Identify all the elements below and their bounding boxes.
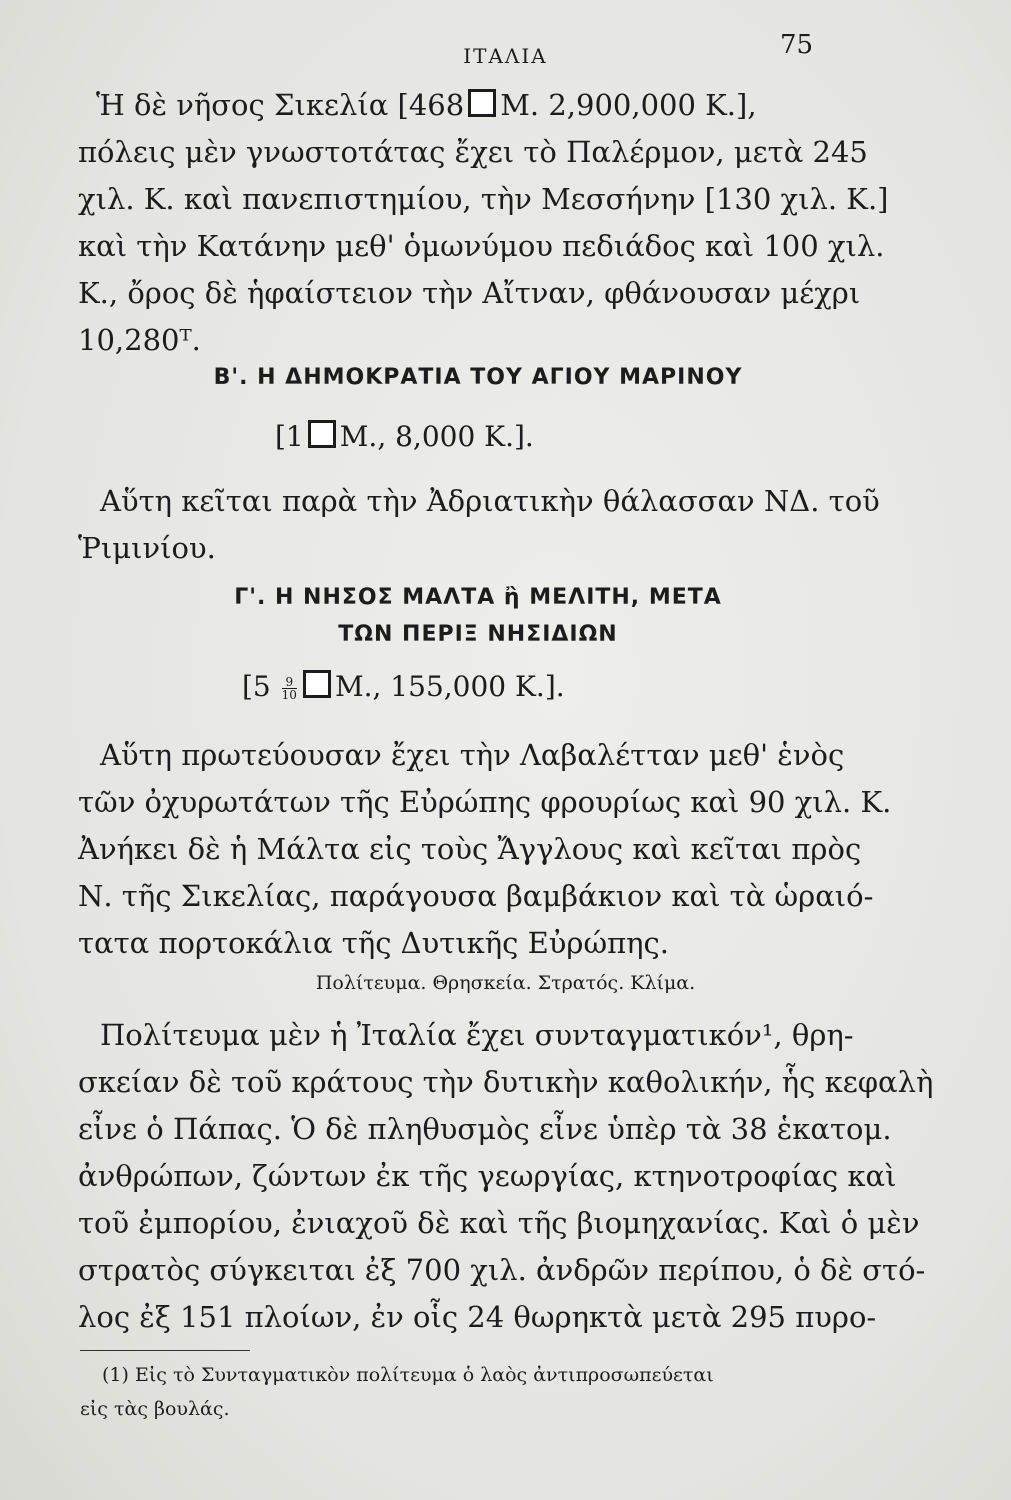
text-line: Ἀνήκει δὲ ἡ Μάλτα εἰς τοὺς Ἄγγλους καὶ κεῖται πρὸς [78, 832, 862, 866]
text-line: 10,280ᵀ. [78, 323, 201, 357]
malta-paragraph [78, 732, 892, 967]
text-line [78, 82, 878, 129]
text-line: Πολίτευμα μὲν ἡ Ἰταλία ἔχει συνταγματικόν¹, θρη- [100, 1018, 854, 1052]
area-line-san-marino [275, 420, 534, 453]
text-line: σκείαν δὲ τοῦ κράτους τὴν δυτικὴν καθολικήν, ἧς κεφαλὴ [78, 1065, 934, 1099]
text-line: Αὕτη κεῖται παρὰ τὴν Ἀδριατικὴν θάλασσαν ΝΔ. τοῦ [100, 484, 880, 518]
text-line: χιλ. Κ. καὶ πανεπιστημίου, τὴν Μεσσήνην [130 χιλ. Κ.] [78, 182, 889, 216]
subsection-heading: Πολίτευμα. Θρησκεία. Στρατός. Κλίμα. [315, 972, 696, 994]
text-line: τατα πορτοκάλια τῆς Δυτικῆς Εὐρώπης. [78, 926, 670, 960]
running-header: ΙΤΑΛΙΑ [463, 44, 548, 68]
text-line: πόλεις μὲν γνωστοτάτας ἔχει τὸ Παλέρμον, μετὰ 245 [78, 135, 868, 169]
square-symbol-icon [303, 670, 331, 698]
footnote-line: (1) Εἰς τὸ Συνταγματικὸν πολίτευμα ὁ λαὸς ἀντιπροσωπεύεται [102, 1364, 714, 1386]
area-suffix: Μ., 8,000 Κ.]. [339, 420, 534, 453]
area-prefix: [1 [275, 420, 304, 453]
text-line: εἶνε ὁ Πάπας. Ὁ δὲ πληθυσμὸς εἶνε ὑπὲρ τὰ 38 ἑκατομ. [78, 1112, 892, 1146]
fraction-numerator: 9 [282, 676, 297, 689]
page-number: 75 [780, 30, 814, 60]
text-line: τοῦ ἐμπορίου, ἐνιαχοῦ δὲ καὶ τῆς βιομηχανίας. Καὶ ὁ μὲν [78, 1206, 920, 1240]
text-line: Ῥιμινίου. [78, 531, 216, 565]
text-line: λος ἐξ 151 πλοίων, ἐν οἷς 24 θωρηκτὰ μετὰ 295 πυρο- [78, 1300, 877, 1334]
area-suffix: Μ., 155,000 Κ.]. [334, 670, 565, 703]
text-line: τῶν ὀχυρωτάτων τῆς Εὐρώπης φρουρίως καὶ 90 χιλ. Κ. [78, 785, 892, 819]
text-line: καὶ τὴν Κατάνην μεθ' ὁμωνύμου πεδιάδος καὶ 100 χιλ. [78, 229, 885, 263]
text-line-start: Ἡ δὲ νῆσος Σικελία [468 [96, 88, 465, 122]
fraction [282, 676, 297, 701]
sicily-paragraph [78, 82, 889, 364]
text-line: Αὕτη πρωτεύουσαν ἔχει τὴν Λαβαλέτταν μεθ' ἑνὸς [100, 738, 845, 772]
section-heading-san-marino: Β'. Η ΔΗΜΟΚΡΑΤΙΑ ΤΟΥ ΑΓΙΟΥ ΜΑΡΙΝΟΥ [213, 365, 743, 390]
polity-paragraph [78, 1012, 934, 1341]
square-symbol-icon [308, 420, 336, 448]
square-symbol-icon [468, 89, 496, 117]
text-line-end: Μ. 2,900,000 Κ.], [500, 88, 757, 122]
section-heading-malta-line2: ΤΩΝ ΠΕΡΙΞ ΝΗΣΙΔΙΩΝ [338, 622, 618, 647]
fraction-denominator: 10 [281, 688, 297, 702]
footnote-line: εἰς τὰς βουλάς. [80, 1398, 230, 1420]
text-line: στρατὸς σύγκειται ἐξ 700 χιλ. ἀνδρῶν περίπου, ὁ δὲ στό- [78, 1253, 926, 1287]
text-line: Κ., ὄρος δὲ ἡφαίστειον τὴν Αἴτναν, φθάνουσαν μέχρι [78, 276, 861, 310]
area-line-malta [242, 670, 565, 703]
text-line: ἀνθρώπων, ζώντων ἐκ τῆς γεωργίας, κτηνοτροφίας καὶ [78, 1159, 897, 1193]
footnote [80, 1358, 880, 1426]
area-prefix: [5 [242, 670, 271, 703]
section-heading-malta: Γ'. Η ΝΗΣΟΣ ΜΑΛΤΑ ἢ ΜΕΛΙΤΗ, ΜΕΤΑ [234, 585, 722, 610]
footnote-divider [80, 1350, 250, 1351]
text-line: Ν. τῆς Σικελίας, παράγουσα βαμβάκιον καὶ τὰ ὡραιό- [78, 879, 874, 913]
san-marino-paragraph [78, 478, 878, 572]
